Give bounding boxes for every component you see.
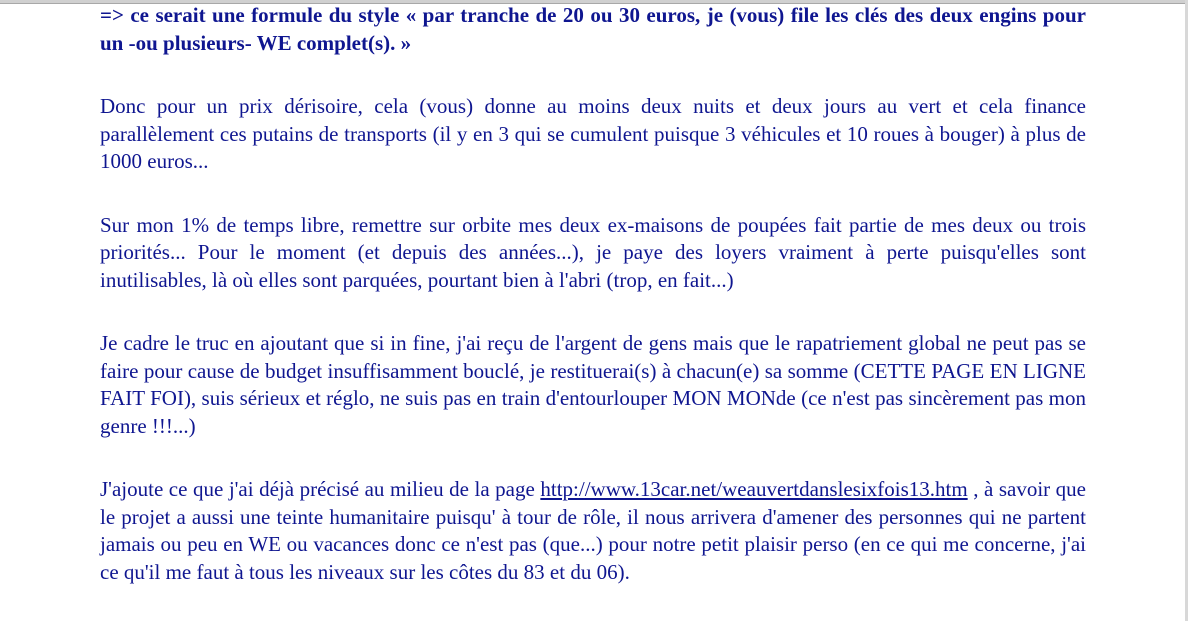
paragraph-formula: => ce serait une formule du style « par tranche de 20 ou 30 euros, je (vous) file les clés des deux engins pour un -ou plusieurs- WE complet(s). » <box>100 3 1086 55</box>
weauvert-page-link[interactable]: http://www.13car.net/weauvertdanslesixfois13.htm <box>540 477 968 501</box>
paragraph-humanitarian <box>100 476 1086 586</box>
paragraph-price: Donc pour un prix dérisoire, cela (vous) donne au moins deux nuits et deux jours au vert et cela finance parallèlement ces putains de transports (il y en 3 qui se cumulent puisque 3 véhicules et 10 roues à bouger) à plus de 1000 euros... <box>100 94 1086 173</box>
paragraph-humanitarian-rest: , à savoir que le projet a aussi une teinte humanitaire puisqu' à tour de rôle, il nous arrivera d'amener des personnes qui ne partent jamais ou peu en WE ou vacances donc ce n'est pas (que...) pour notre petit plaisir perso (en ce qui me concerne, j'ai ce qu'il me faut à tous les niveaux sur les côtes du 83 et du 06). <box>100 477 1086 584</box>
paragraph-refund: Je cadre le truc en ajoutant que si in fine, j'ai reçu de l'argent de gens mais que le rapatriement global ne peut pas se faire pour cause de budget insuffisamment bouclé, je restituerai(s) à chacun(e) sa somme (CETTE PAGE EN LIGNE FAIT FOI), suis sérieux et réglo, ne suis pas en train d'entourlouper MON MONde (ce n'est pas sincèrement pas mon genre !!!...) <box>100 331 1086 438</box>
page-content <box>100 2 1086 621</box>
paragraph-humanitarian-intro: J'ajoute ce que j'ai déjà précisé au milieu de la page <box>100 477 541 501</box>
paragraph-free-time: Sur mon 1% de temps libre, remettre sur orbite mes deux ex-maisons de poupées fait partie de mes deux ou trois priorités... Pour le moment (et depuis des années...), je paye des loyers vraiment à perte puisqu'elles sont inutilisables, là où elles sont parquées, pourtant bien à l'abri (trop, en fait...) <box>100 212 1086 292</box>
